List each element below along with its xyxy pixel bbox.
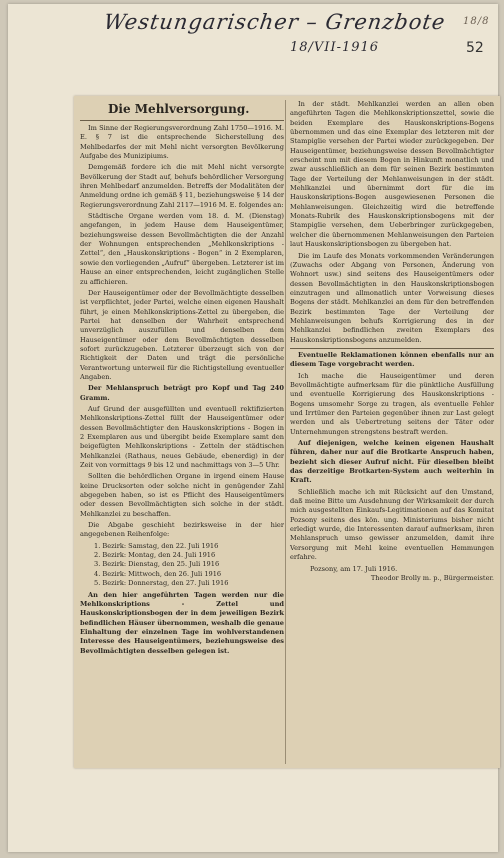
handwritten-source-title: Westungarischer – Grenzbote <box>102 10 448 34</box>
signature-place-date: Pozsony, am 17. Juli 1916. <box>310 564 398 573</box>
schedule-item: 4. Bezirk: Mittwoch, den 26. Juli 1916 <box>94 569 222 578</box>
left-column <box>80 100 284 658</box>
article-headline: Die Mehlversorgung. <box>108 102 250 116</box>
schedule-item: 5. Bezirk: Donnerstag, den 27. Juli 1916 <box>94 579 229 588</box>
handwritten-mark: 18/8 <box>463 16 490 27</box>
schedule-item: 1. Bezirk: Samstag, den 22. Juli 1916 <box>94 541 219 550</box>
paragraph: Der Hauseigentümer oder der Bevollmächtigte desselben ist verpflichtet, jeder Partei, welche einen eigenen Haushalt führt, je einen Mehlkonskriptions-Zettel zu übergeben, die Partei hat denselben der Wahrheit entsprechend unverzüglich auszufüllen und denselben dem Hauseigentümer oder dem Bevollmächtigten desselben sofort zurückzugeben. Letzterer überzeugt sich von der Richtigkeit der Daten und trägt die persönliche Verantwortung unterweil für die Richtigstellung eventueller Angaben. <box>80 288 284 381</box>
paragraph-closing: An den hier angeführten Tagen werden nur die Mehlkonskriptions - Zettel und Hauskonskriptionsbogen der in dem jeweiligen Bezirk befindlichen Häuser übernommen, weshalb die genaue Einhaltung der einzelnen Tage im wohlverstandenen Interesse des Hauseigentümers, beziehungsweise des Bevollmächtigten desselben gelegen ist. <box>80 590 284 655</box>
district-schedule <box>80 542 284 589</box>
paragraph: Städtische Organe werden vom 18. d. M. (Dienstag) angefangen, in jedem Hause dem Hauseigentümer, beziehungsweise dessen Bevollmächtigten die der Anzahl der Wohnungen entsprechenden „Mehlkonskriptions - Zettel“, den „Hauskonskriptions - Bogen“ in 2 Exemplaren, sowie den vorliegenden „Aufruf“ übergeben. Letzterer ist im Hause an einer entsprechenden, leicht zugänglichen Stelle zu affichieren. <box>80 212 284 286</box>
separator <box>290 348 494 349</box>
paragraph: Ich mache die Hauseigentümer und deren Bevollmächtigte aufmerksam für die pünktliche Ausfüllung und eventuelle Korrigierung des Hauskonskriptions - Bogens umsomehr Sorge zu tragen, als eventuelle Fehler und Irrtümer den Parteien gegenüber ihnen zur Last gelegt werden und als Uebertretung seitens der Täter oder Unternehmungen strengstens bestraft werden. <box>290 371 494 436</box>
schedule-item: 3. Bezirk: Dienstag, den 25. Juli 1916 <box>94 560 220 569</box>
paragraph: Auf Grund der ausgefüllten und eventuell rektifizierten Mehlkonskriptions-Zettel füllt der Hauseigentümer oder dessen Bevollmächtigter den Hauskonskriptions - Bogen in 2 Exemplaren aus und übergibt beide Exemplare samt den beigefügten Mehlkonskriptions - Zetteln der städtischen Mehlkanzlei (Rathaus, neues Gebäude, ebenerdig) in der Zeit von vormittags 9 bis 12 und nachmittags von 3—5 Uhr. <box>80 404 284 470</box>
right-column <box>290 100 494 583</box>
handwritten-date: 18/VII-1916 <box>290 40 380 55</box>
column-divider <box>285 100 286 764</box>
headline-rule <box>80 120 284 121</box>
paragraph: Die im Laufe des Monats vorkommenden Veränderungen (Zuwachs oder Abgang von Personen, Änderung von Wohnort usw.) sind seitens des Hauseigentümers oder dessen Bevollmächtigten in den Hauskonskriptionsbogen einzutragen und allmonatlich unter Vorweisung dieses Bogens der städt. Mehlkanzlei an dem für den betreffenden Bezirk bestimmten Tage der Verteilung der Mehlanweisungen behufs Korrigierung des in der Mehlkanzlei befindlichen zweiten Exemplars des Hauskonskriptionsbogens anzumelden. <box>290 251 494 344</box>
paragraph: Demgemäß fordere ich die mit Mehl nicht versorgte Bevölkerung der Stadt auf, behufs behördlicher Versorgung ihren Mehlbedarf anzumelden. Betreffs der Modalitäten der Anmeldung ordne ich gemäß § 11, beziehungsweise § 14 der Regierungsverordnung Zahl 2117—1916 M. E. folgendes an: <box>80 163 284 209</box>
paragraph: Die Abgabe geschieht bezirksweise in der hier angegebenen Reihenfolge: <box>80 521 284 539</box>
paragraph: In der städt. Mehlkanzlei werden an allen oben angeführten Tagen die Mehlkonskriptionszettel, sowie die beiden Exemplare des Hauskonskriptions-Bogens übernommen und das eine Exemplar des letzteren mit der Stampiglie versehen der Partei wieder zurückgegeben. Der Hauseigentümer, beziehungsweise dessen Bevollmächtigter erscheint nun mit diesem Bogen in Hinkunft monatlich und zwar ausschließlich an dem für seinen Bezirk bestimmten Tage der Verteilung der Mehlanweisungen in der städt. Mehlkanzlei und übernimmt dort für die im Hauskonskriptions-Bogen ausgewiesenen Personen die Mehlanweisungen. Gleichzeitig wird die betreffende Monats-Rubrik des Hauskonskriptionsbogens mit der Stampiglie versehen, dem Ueberbringer zurückgegeben, welcher die übernommenen Mehlanweisungen den Parteien laut Hauskonskriptionsbogen zu übergeben hat. <box>290 100 494 249</box>
paragraph-reclamations: Eventuelle Reklamationen können ebenfalls nur an diesem Tage vorgebracht werden. <box>290 350 494 369</box>
schedule-item: 2. Bezirk: Montag, den 24. Juli 1916 <box>94 551 216 560</box>
page-number: 52 <box>466 40 484 56</box>
newspaper-clipping <box>74 96 500 768</box>
paragraph-flour-ration: Der Mehlanspruch beträgt pro Kopf und Tag 240 Gramm. <box>80 384 284 402</box>
paragraph: Im Sinne der Regierungsverordnung Zahl 1750—1916. M. E. § 7 ist die entsprechende Sicherstellung des Mehlbedarfes der mit Mehl nicht versorgten Bevölkerung Aufgabe des Munizipiums. <box>80 124 284 161</box>
paragraph-bread-card: Auf diejenigen, welche keinen eigenen Haushalt führen, daher nur auf die Brotkarte Anspruch haben, bezieht sich dieser Aufruf nicht. Für dieselben bleibt das derzeitige Brotkarten-System auch weiterhin in Kraft. <box>290 439 494 485</box>
signature-name: Theodor Brolly m. p., Bürgermeister. <box>370 573 494 582</box>
paragraph: Schließlich mache ich mit Rücksicht auf den Umstand, daß meine Bitte um Ausdehnung der Wirksamkeit der durch mich ausgestellten Einkaufs-Legitimationen auf das Komitat Pozsony seitens des kön. ung. Ministeriums bisher nicht erledigt wurde, die Interessenten darauf aufmerksam, ihren Mehlanspruch umso gewisser anzumelden, damit ihre Versorgung mit Mehl keine eventuellen Hemmungen erfahre. <box>290 487 494 562</box>
paragraph: Sollten die behördlichen Organe in irgend einem Hause keine Drucksorten oder solche nicht in genügender Zahl abgegeben haben, so ist es Pflicht des Hauseigentümers oder dessen Bevollmächtigten sich solche in der städt. Mehlkanzlei zu beschaffen. <box>80 472 284 518</box>
